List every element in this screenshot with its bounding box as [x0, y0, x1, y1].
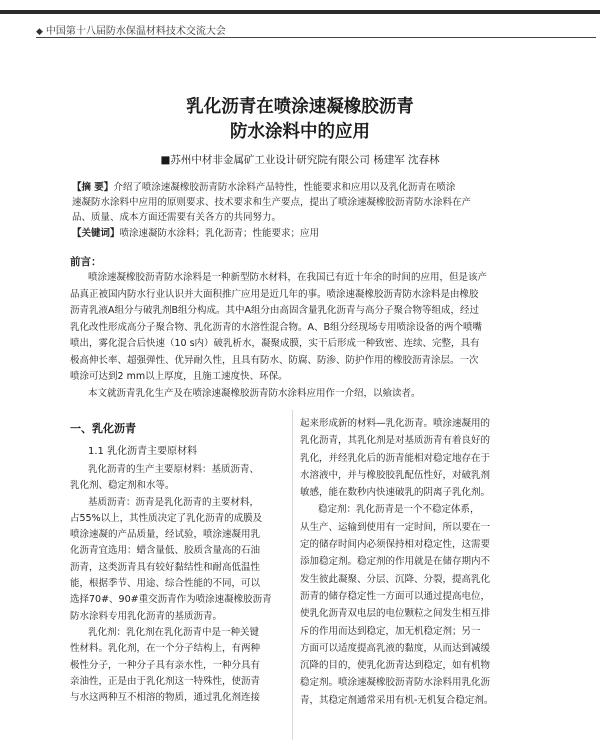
left-line: 亲油性，正是由于乳化剂这一特殊性，使沥青: [70, 675, 261, 687]
right-line: 稳定剂。喷涂速凝橡胶沥青防水涂料用乳化沥: [300, 677, 491, 689]
left-line: 与水这两种互不相溶的物质，通过乳化剂连接: [70, 692, 261, 704]
right-line: 敏感，能在数秒内快速破乳的阴离子乳化剂。: [300, 487, 491, 499]
preface-line: 品真正被国内防水行业认识并大面积推广应用是近几年的事。喷涂速凝橡胶沥青防水涂料是由橡胶: [70, 288, 479, 300]
left-line: 极性分子，一种分子具有亲水性，一种分具有: [70, 659, 261, 671]
right-line: 起来形成新的材料—乳化沥青。喷涂速凝用的: [300, 418, 491, 429]
conference-name: 中国第十八届防水保温材料技术交流大会: [45, 26, 226, 37]
authors: ■苏州中材非金属矿工业设计研究院有限公司 杨建军 沈春林: [160, 154, 440, 166]
abstract-line: 速凝防水涂料中应用的原则要求、技术要求和生产要点，提出了喷涂速凝橡胶沥青防水涂料在产: [72, 197, 472, 208]
right-line: 斥的作用而达到稳定，加无机稳定剂；另一: [300, 625, 481, 637]
right-line: 发生彼此凝聚、分层、沉降、分裂，提高乳化: [300, 573, 491, 585]
abstract-line: 品、质量、成本方面还需要有关各方的共同努力。: [72, 212, 282, 223]
subsection-heading: 1.1 乳化沥青主要原材料: [88, 446, 198, 457]
right-line: 青，其稳定剂通常采用有机-无机复合稳定剂。: [300, 694, 494, 706]
title-line-2: 防水涂料中的应用: [230, 122, 370, 142]
keywords-label: 【关键词】: [72, 228, 120, 239]
column-divider: [292, 410, 293, 740]
left-line: 占55%以上，其性质决定了乳化沥青的成膜及: [70, 512, 263, 524]
right-line: 从生产、运输到使用有一定时间，所以要在一: [300, 521, 491, 533]
title-line-1: 乳化沥青在喷涂速凝橡胶沥青: [186, 97, 414, 117]
left-line: 喷涂速凝的产品质量，经试验，喷涂速凝用乳: [70, 529, 261, 541]
abstract: [72, 180, 550, 225]
left-line: 沥青，这类沥青具有较好黏结性和耐高低温性: [70, 561, 261, 573]
conference-header: [36, 22, 226, 37]
header-arrow-icon: ◆: [36, 27, 43, 37]
left-line: 乳化剂、稳定剂和水等。: [70, 480, 175, 492]
header-rule: [36, 37, 596, 38]
keywords: [72, 226, 550, 241]
right-line: 添加稳定剂。稳定剂的作用就是在储存期内不: [300, 556, 491, 568]
preface-line: 喷涂速凝橡胶沥青防水涂料是一种新型防水材料，在我国已有近十年余的时间的应用，但是该产: [88, 272, 488, 283]
keywords-text: 喷涂速凝防水涂料；乳化沥青；性能要求；应用: [119, 228, 320, 239]
right-line: 稳定剂：乳化沥青是一个不稳定体系，: [318, 504, 480, 516]
preface-heading: 前言：: [70, 256, 102, 268]
left-line: 乳化沥青的生产主要原材料：基质沥青、: [88, 464, 260, 475]
left-line: 性材料。乳化剂，在一个分子结构上，有两种: [70, 643, 261, 655]
right-column: [300, 415, 558, 709]
right-line: 使乳化沥青双电层的电位颗粒之间发生相互排: [300, 608, 491, 620]
left-column: [70, 462, 288, 706]
preface-body: [70, 270, 560, 402]
header-bar: [0, 10, 600, 14]
preface-line: 沥青乳液A组分与破乳剂B组分构成。其中A组分由高固含量乳化沥青与高分子聚合物等组成，经过: [70, 305, 480, 316]
right-line: 乳化，并经乳化后的沥青能相对稳定地存在于: [300, 452, 491, 464]
preface-line: 极高伸长率、超强弹性、优异耐久性，且具有防水、防腐、防渗、防护作用的橡胶沥青涂层。一次: [70, 354, 479, 366]
left-line: 基质沥青：沥青是乳化沥青的主要材料，: [88, 496, 260, 508]
left-line: 乳化剂：乳化剂在乳化沥青中是一种关键: [88, 626, 260, 638]
preface-line: 喷出，雾化混合后快速（10 s内）破乳析水，凝聚成膜，实干后形成一种致密、连续、完整，具有: [70, 338, 480, 349]
section-heading: 一、乳化沥青: [70, 422, 136, 435]
right-line: 乳化沥青，其乳化剂是对基质沥青有着良好的: [300, 435, 491, 447]
abstract-label: 【摘 要】: [72, 182, 114, 193]
right-line: 沉降的目的，使乳化沥青达到稳定，如有机物: [300, 660, 491, 672]
right-line: 方面可以适度提高乳液的黏度，从而达到减缓: [300, 642, 491, 654]
right-line: 沥青的储存稳定性一方面可以通过提高电位，: [300, 590, 491, 602]
right-line: 水溶液中，并与橡胶胶乳配伍性好，对破乳剂: [300, 469, 491, 481]
preface-line: 喷涂可达到2 mm以上厚度，且施工速度快、环保。: [70, 371, 288, 382]
left-line: 防水涂料专用乳化沥青的基质沥青。: [70, 610, 223, 622]
right-line: 定的储存时间内必须保持相对稳定性，这需要: [300, 539, 491, 551]
left-line: 选择70#、90#重交沥青作为喷涂速凝橡胶沥青: [70, 594, 272, 606]
left-line: 化沥青宜选用：蜡含量低、胶质含量高的石油: [70, 545, 261, 557]
left-line: 能，根据季节、用途、综合性能的不同，可以: [70, 578, 261, 590]
preface-line: 本文就沥青乳化生产及在喷涂速凝橡胶沥青防水涂料应用作一介绍，以飨读者。: [88, 387, 421, 399]
preface-line: 乳化改性形成高分子聚合物、乳化沥青的水溶性混合物。A、B组分经现场专用喷涂设备的两个喷嘴: [70, 321, 483, 333]
abstract-line: 【摘 要】介绍了喷涂速凝橡胶沥青防水涂料产品特性，性能要求和应用以及乳化沥青在喷涂: [72, 182, 456, 193]
